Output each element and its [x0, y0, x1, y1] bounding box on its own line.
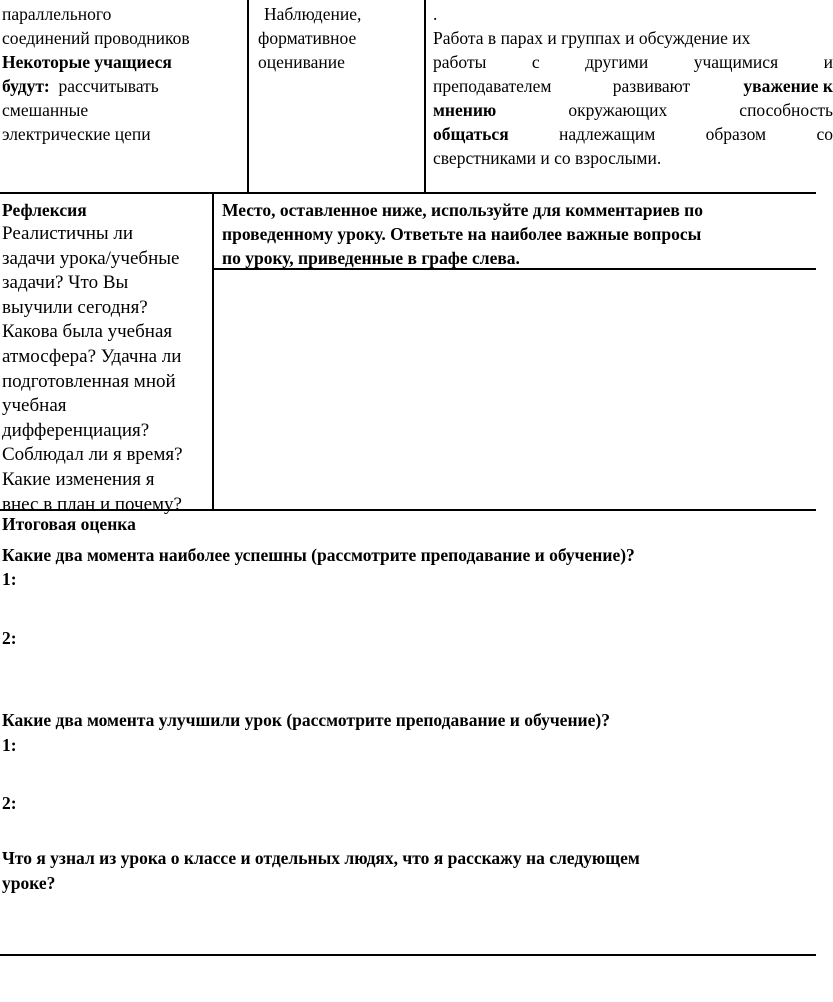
final-question-successful: Какие два момента наиболее успешны (рассмотрите преподавание и обучение)?	[2, 545, 635, 565]
objectives-cell	[2, 2, 242, 146]
objectives-line: параллельного	[2, 4, 112, 24]
reflection-comment-area[interactable]	[214, 270, 814, 508]
final-item-label: 1:	[2, 569, 17, 589]
values-line: сверстниками и со взрослыми.	[433, 148, 662, 168]
values-word: другими	[585, 52, 649, 72]
values-word: надлежащим	[559, 124, 656, 144]
values-bold: мнению	[433, 100, 497, 120]
reflection-instruction	[222, 198, 812, 270]
instruction-line: Место, оставленное ниже, используйте для комментариев по	[222, 200, 704, 220]
values-word: и	[823, 52, 833, 72]
reflection-line: задачи? Что Вы	[2, 272, 129, 294]
reflection-line: Реалистичны ли	[2, 223, 134, 244]
values-justified-line	[433, 98, 833, 122]
values-justified-line	[433, 74, 833, 98]
reflection-line: учебная	[2, 395, 67, 417]
final-item-label: 2:	[2, 628, 17, 648]
reflection-title: Рефлексия	[2, 200, 87, 220]
reflection-line: Соблюдал ли я время?	[2, 444, 183, 466]
values-line: Работа в парах и группах и обсуждение их	[433, 28, 751, 48]
values-word: образом	[705, 124, 767, 144]
objectives-bold: Некоторые учащиеся	[2, 52, 172, 72]
top-divider-2	[424, 0, 426, 194]
objectives-line: соединений проводников	[2, 28, 190, 48]
instruction-line: по уроку, приведенные в графе слева.	[222, 248, 520, 268]
reflection-line: внес в план и почему?	[2, 493, 182, 515]
reflection-line: Какие изменения я	[2, 468, 155, 490]
final-item-label: 1:	[2, 735, 17, 755]
values-justified-line	[433, 50, 833, 74]
final-question-improved: Какие два момента улучшили урок (рассмотрите преподавание и обучение)?	[2, 710, 610, 730]
reflection-line: подготовленная мной	[2, 370, 176, 392]
objectives-line: смешанные	[2, 100, 89, 120]
values-cell	[433, 2, 833, 170]
values-word: работы	[433, 52, 487, 72]
reflection-line: Какова была учебная	[2, 321, 173, 343]
objectives-line: электрические цепи	[2, 124, 151, 144]
final-question-learned-cont: уроке?	[2, 873, 56, 893]
top-divider-1	[247, 0, 249, 194]
values-word: учащимися	[693, 52, 779, 72]
top-row-bottom-border	[0, 192, 816, 194]
values-word: окружающих	[568, 100, 668, 120]
instruction-line: проведенному уроку. Ответьте на наиболее важные вопросы	[222, 224, 702, 244]
reflection-questions	[2, 198, 210, 517]
final-item-label: 2:	[2, 793, 17, 813]
values-word: с	[531, 52, 540, 72]
objectives-line: рассчитывать	[58, 76, 159, 96]
final-question-learned: Что я узнал из урока о классе и отдельных людях, что я расскажу на следующем	[2, 848, 640, 868]
final-title: Итоговая оценка	[2, 514, 136, 534]
objectives-bold: будут:	[2, 76, 50, 96]
assessment-line: Наблюдение,	[264, 4, 362, 24]
reflection-line: атмосфера? Удачна ли	[2, 345, 182, 367]
values-bold: уважение к	[743, 76, 833, 96]
final-bottom-border	[0, 954, 816, 956]
reflection-line: дифференциация?	[2, 419, 150, 441]
assessment-cell	[258, 2, 418, 74]
assessment-line: формативное	[258, 28, 357, 48]
reflection-line: задачи урока/учебные	[2, 247, 180, 269]
values-dot: .	[433, 4, 438, 24]
values-justified-line	[433, 122, 833, 146]
values-bold: общаться	[433, 124, 509, 144]
assessment-line: оценивание	[258, 52, 345, 72]
values-word: развивают	[612, 76, 691, 96]
values-word: преподавателем	[433, 76, 552, 96]
reflection-line: выучили сегодня?	[2, 296, 148, 318]
values-word: способность	[739, 100, 833, 120]
values-word: со	[816, 124, 833, 144]
